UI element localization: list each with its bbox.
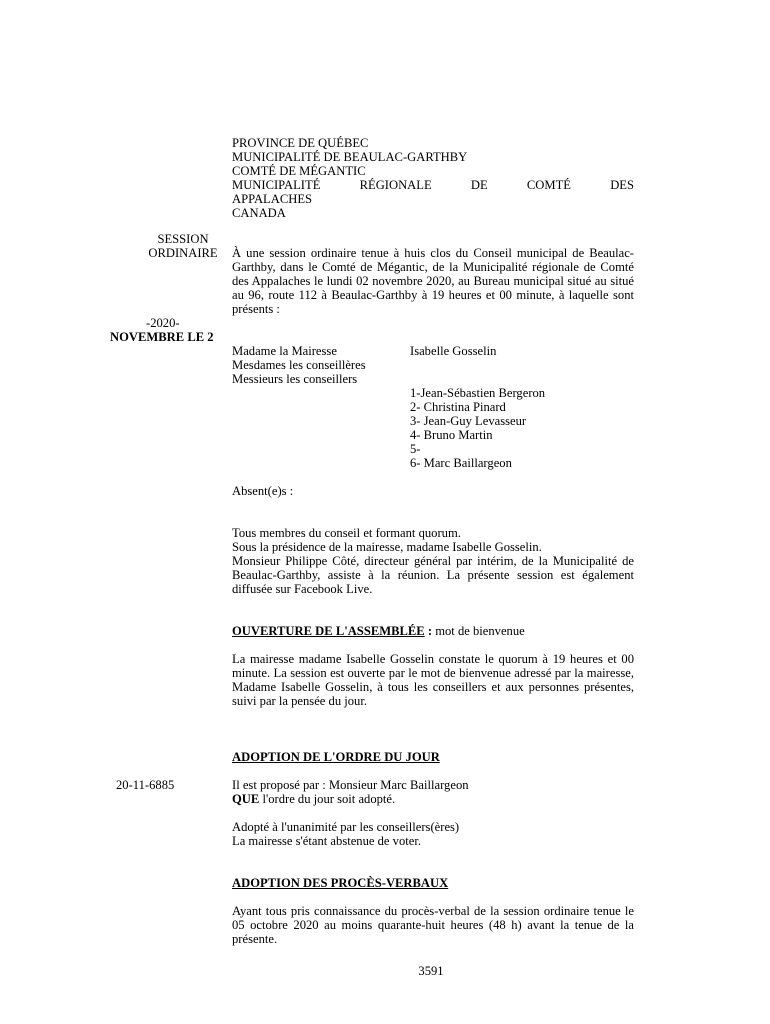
agenda-adopted: [232, 820, 634, 848]
attendance-labels: [232, 344, 366, 386]
que-line: [232, 792, 634, 806]
director-paragraph: Monsieur Philippe Côté, directeur général par intérim, de la Municipalité de Beaulac-Garthby, assiste à la réunion. La présente session est également diffusée sur Facebook Live.: [232, 554, 634, 596]
header-regional-line: [232, 178, 634, 192]
councillor-item: 5-: [410, 442, 421, 456]
resolution-number: 20-11-6885: [116, 778, 175, 792]
document-header: [232, 136, 634, 220]
header-municipality: MUNICIPALITÉ DE BEAULAC-GARTHBY: [232, 150, 468, 164]
councillor-item: 1-Jean-Sébastien Bergeron: [410, 386, 546, 400]
intro-paragraph: À une session ordinaire tenue à huis clos du Conseil municipal de Beaulac-Garthby, dans le Comté de Mégantic, de la Municipalité régionale de Comté des Appalaches le lundi 02 novembre 2020, au Bureau municipal situé au situé au 96, route 112 à Beaulac-Garthby à 19 heures et 00 minute, à laquelle sont présents :: [232, 246, 634, 316]
header-word: RÉGIONALE: [359, 178, 432, 192]
que-keyword: QUE: [232, 792, 260, 806]
presidence-line: Sous la présidence de la mairesse, madame Isabelle Gosselin.: [232, 540, 542, 554]
agenda-heading: ADOPTION DE L'ORDRE DU JOUR: [232, 750, 440, 764]
minutes-heading: ADOPTION DES PROCÈS-VERBAUX: [232, 876, 449, 890]
margin-session-label: SESSION: [157, 232, 209, 246]
councillors-women-label: Mesdames les conseillères: [232, 358, 366, 372]
header-word: COMTÉ: [526, 178, 571, 192]
header-word: DE: [470, 178, 488, 192]
header-country: CANADA: [232, 206, 286, 220]
opening-paragraph: La mairesse madame Isabelle Gosselin constate le quorum à 19 heures et 00 minute. La session est ouverte par le mot de bienvenue adressé par la mairesse, Madame Isabelle Gosselin, à tous les conseillers et aux personnes présentes, suivi par la pensée du jour.: [232, 652, 634, 708]
councillor-item: 4- Bruno Martin: [410, 428, 493, 442]
councillors-men-label: Messieurs les conseillers: [232, 372, 358, 386]
header-word: DES: [610, 178, 634, 192]
header-appalaches: APPALACHES: [232, 192, 313, 206]
page-number: 3591: [418, 964, 444, 978]
header-county: COMTÉ DE MÉGANTIC: [232, 164, 366, 178]
opening-heading: OUVERTURE DE L'ASSEMBLÉE: [232, 624, 425, 638]
councillor-list: [410, 386, 545, 470]
margin-ordinaire-label: ORDINAIRE: [148, 246, 218, 260]
mayor-name: Isabelle Gosselin: [410, 344, 497, 358]
absent-label: Absent(e)s :: [232, 484, 294, 498]
councillor-item: 2- Christina Pinard: [410, 400, 506, 414]
mayor-label: Madame la Mairesse: [232, 344, 337, 358]
opening-heading-suffix: mot de bienvenue: [432, 624, 525, 638]
agenda-resolution: [232, 778, 634, 806]
quorum-line: Tous membres du conseil et formant quorum.: [232, 526, 461, 540]
header-province: PROVINCE DE QUÉBEC: [232, 136, 369, 150]
adopted-line: Adopté à l'unanimité par les conseillers(ères): [232, 820, 460, 834]
que-text: l'ordre du jour soit adopté.: [259, 792, 396, 806]
margin-year: -2020-: [146, 316, 180, 330]
councillor-item: 6- Marc Baillargeon: [410, 456, 512, 470]
minutes-paragraph: Ayant tous pris connaissance du procès-verbal de la session ordinaire tenue le 05 octobre 2020 au moins quarante-huit heures (48 h) avant la tenue de la présente.: [232, 904, 634, 946]
opening-heading-line: [232, 624, 634, 638]
quorum-section: [232, 526, 634, 596]
abstained-line: La mairesse s'étant abstenue de voter.: [232, 834, 422, 848]
councillor-item: 3- Jean-Guy Levasseur: [410, 414, 527, 428]
margin-date: NOVEMBRE LE 2: [110, 330, 214, 344]
header-word: MUNICIPALITÉ: [232, 178, 321, 192]
opening-heading-colon: :: [424, 624, 433, 638]
proposed-by: Il est proposé par : Monsieur Marc Baillargeon: [232, 778, 469, 792]
